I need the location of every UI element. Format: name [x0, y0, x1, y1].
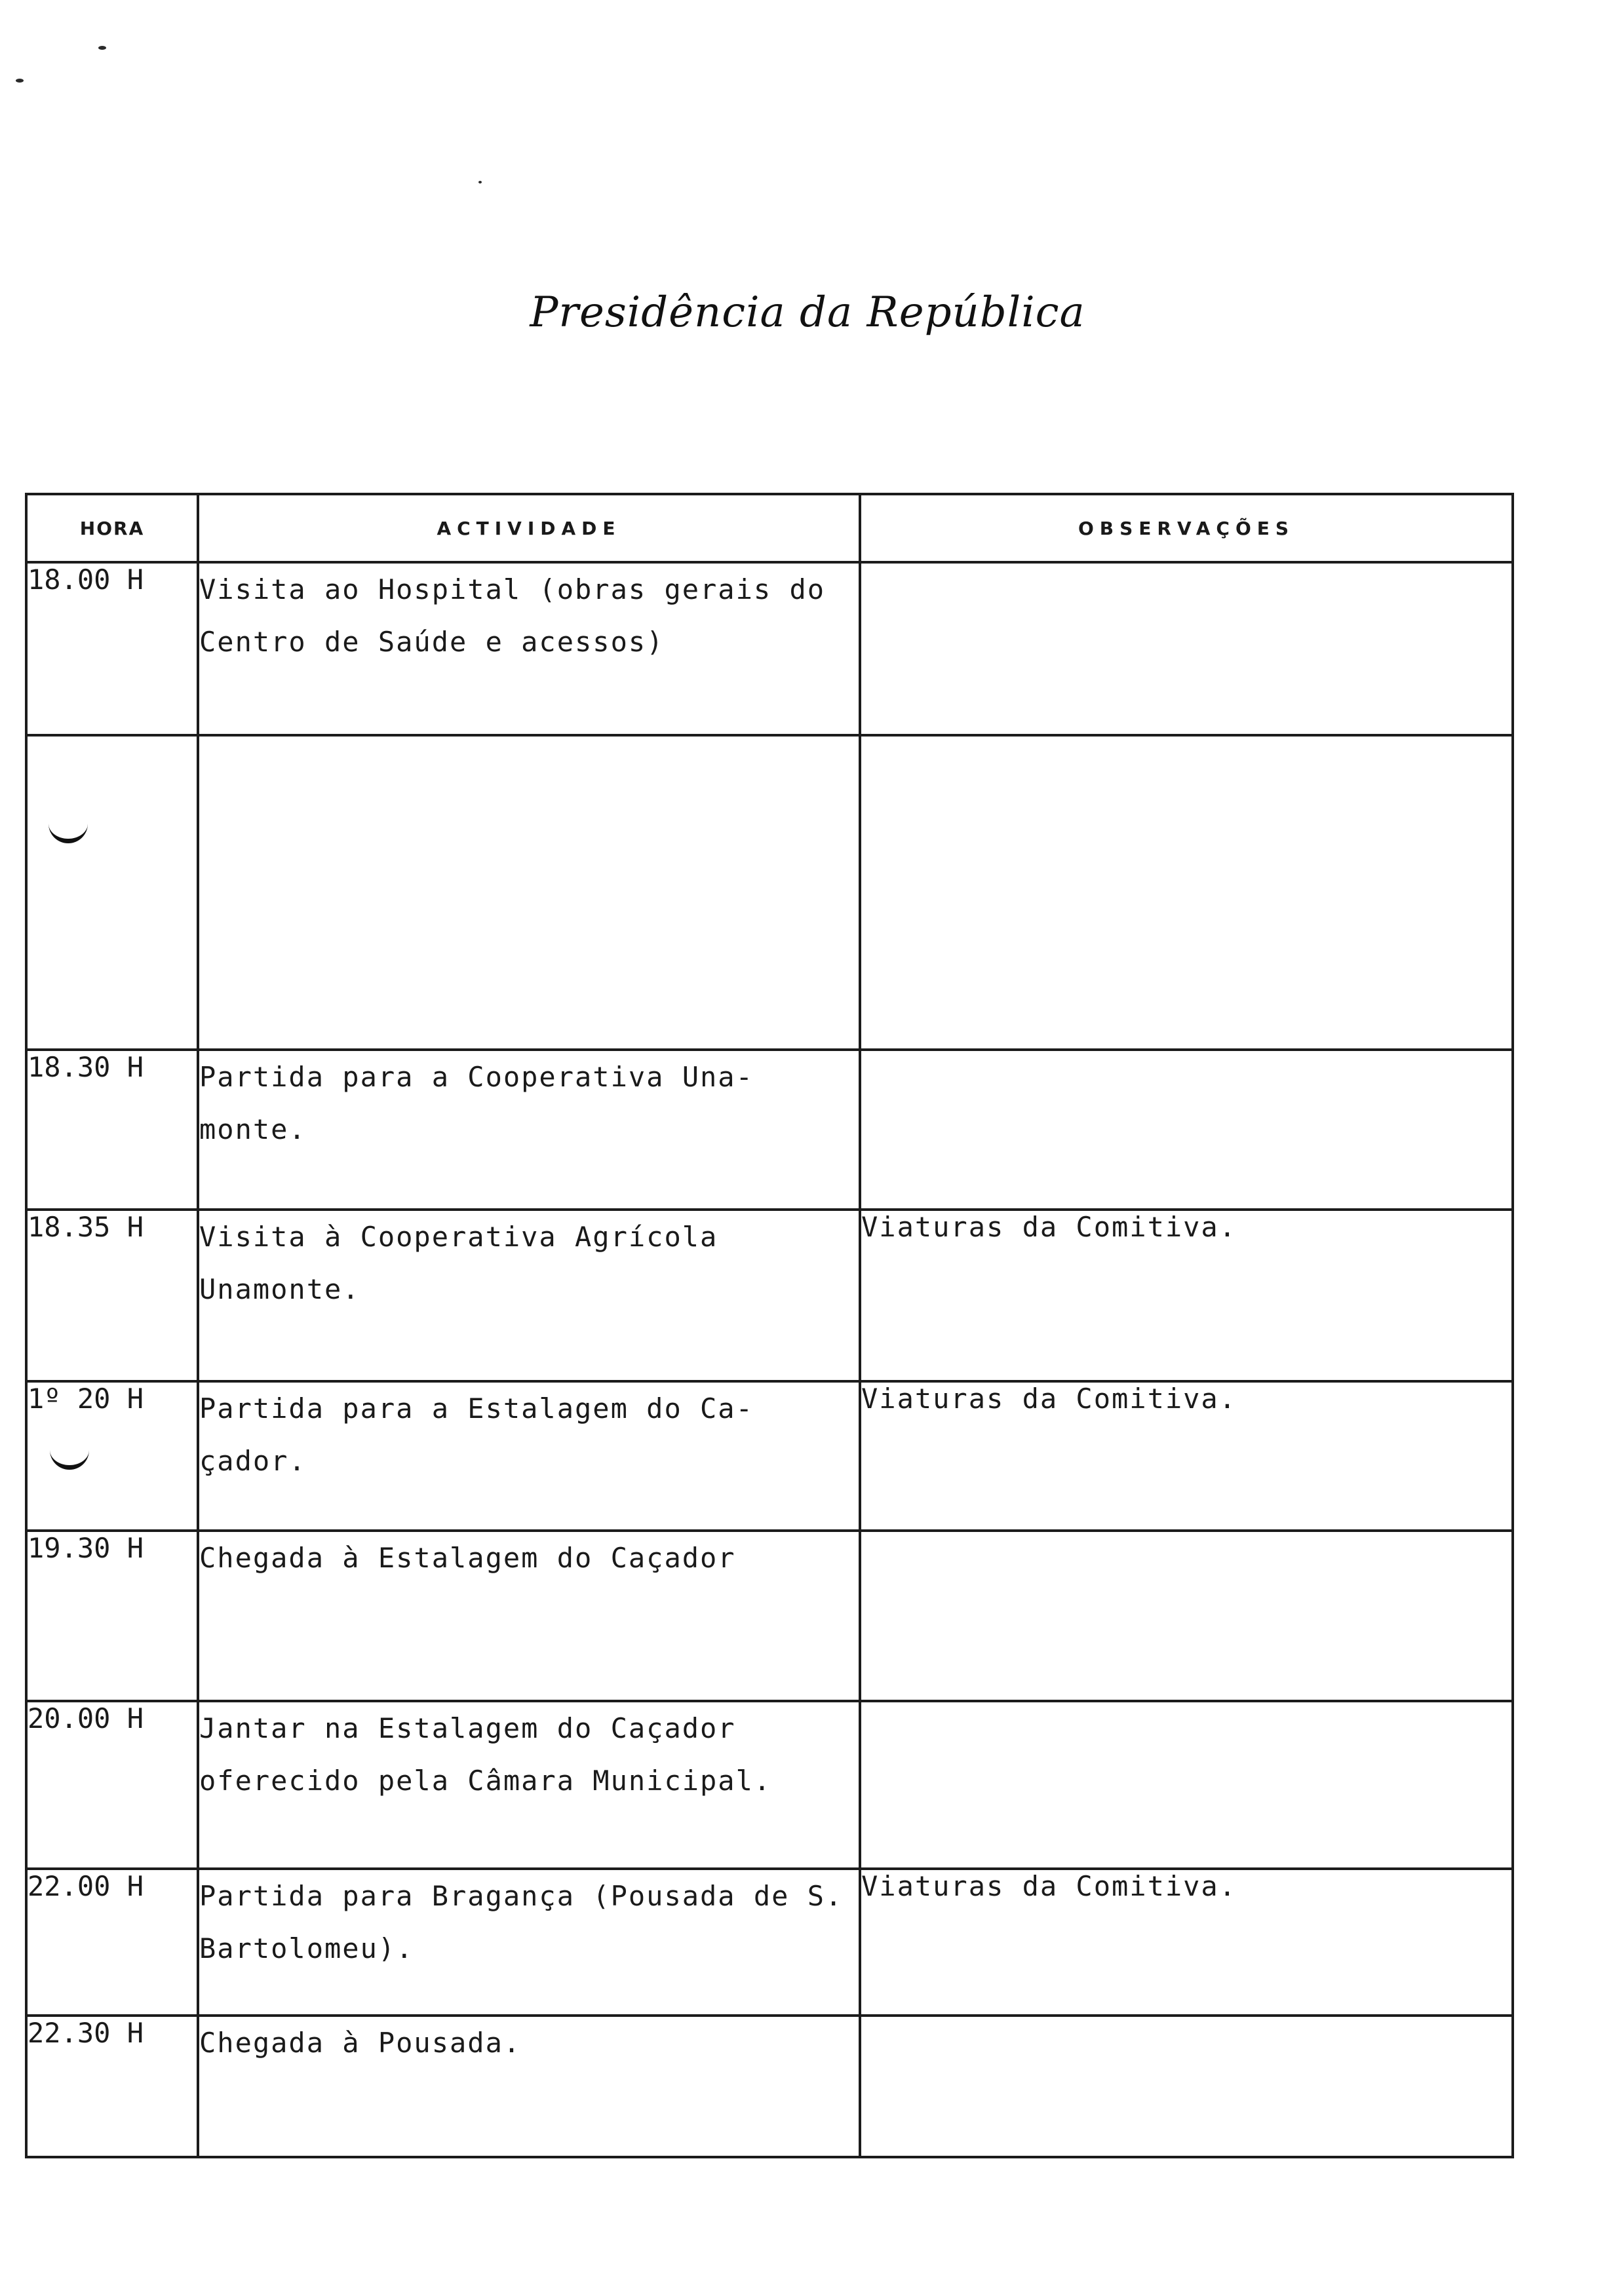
time-cell: 1º 20 H — [26, 1381, 198, 1531]
observation-cell: Viaturas da Comitiva. — [860, 1381, 1513, 1531]
observation-cell — [860, 1701, 1513, 1869]
activity-cell: Partida para Bragança (Pousada de S. Bartolomeu). — [198, 1869, 860, 2016]
activity-cell: Partida para a Cooperativa Una-monte. — [198, 1050, 860, 1210]
time-cell: 20.00 H — [26, 1701, 198, 1869]
table-row — [26, 735, 1513, 1050]
scan-speck — [98, 46, 106, 50]
header-observacoes: OBSERVAÇÕES — [860, 494, 1513, 562]
time-cell: 19.30 H — [26, 1531, 198, 1701]
activity-cell: Visita à Cooperativa Agrícola Unamonte. — [198, 1210, 860, 1381]
time-cell: 18.35 H — [26, 1210, 198, 1381]
observation-cell — [860, 562, 1513, 735]
observation-cell — [860, 1531, 1513, 1701]
table-row — [26, 2016, 1513, 2157]
observation-cell: Viaturas da Comitiva. — [860, 1869, 1513, 2016]
observation-cell — [860, 2016, 1513, 2157]
table-row — [26, 1701, 1513, 1869]
scan-speck — [478, 181, 482, 183]
activity-cell — [198, 735, 860, 1050]
observation-cell: Viaturas da Comitiva. — [860, 1210, 1513, 1381]
activity-cell: Partida para a Estalagem do Ca-çador. — [198, 1381, 860, 1531]
table-row — [26, 1050, 1513, 1210]
activity-cell: Visita ao Hospital (obras gerais do Centro de Saúde e acessos) — [198, 562, 860, 735]
scan-speck — [16, 79, 24, 83]
time-cell — [26, 735, 198, 1050]
header-row — [26, 494, 1513, 562]
time-cell: 22.30 H — [26, 2016, 198, 2157]
activity-cell: Chegada à Pousada. — [198, 2016, 860, 2157]
time-cell: 18.30 H — [26, 1050, 198, 1210]
time-cell: 18.00 H — [26, 562, 198, 735]
table-row — [26, 562, 1513, 735]
letterhead-script: Presidência da República — [530, 288, 1085, 337]
table-row — [26, 1210, 1513, 1381]
header-hora: HORA — [26, 494, 198, 562]
table-row — [26, 1381, 1513, 1531]
table-row — [26, 1869, 1513, 2016]
activity-cell: Chegada à Estalagem do Caçador — [198, 1531, 860, 1701]
time-cell: 22.00 H — [26, 1869, 198, 2016]
observation-cell — [860, 1050, 1513, 1210]
schedule-table — [25, 493, 1514, 2158]
table-row — [26, 1531, 1513, 1701]
observation-cell — [860, 735, 1513, 1050]
activity-cell: Jantar na Estalagem do Caçador oferecido pela Câmara Municipal. — [198, 1701, 860, 1869]
header-actividade: ACTIVIDADE — [198, 494, 860, 562]
